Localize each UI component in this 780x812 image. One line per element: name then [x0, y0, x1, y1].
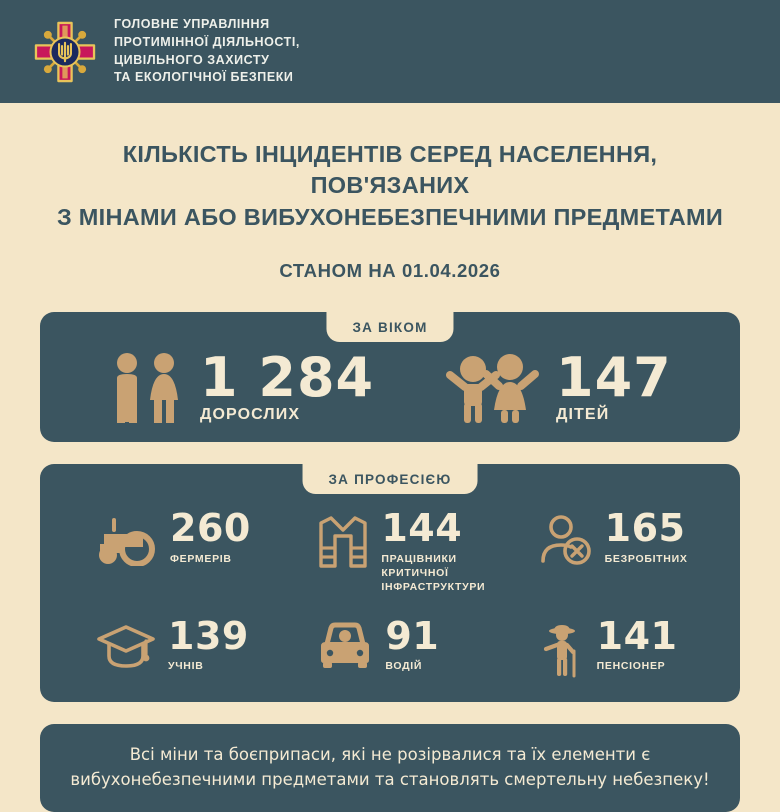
profession-stat-pensioners — [501, 614, 722, 678]
profession-stat-drivers — [279, 614, 500, 678]
profession-students-value: 139 — [168, 614, 249, 659]
age-adults-figures — [200, 345, 375, 425]
org-line-1: ГОЛОВНЕ УПРАВЛІННЯ — [114, 17, 270, 31]
header-bar — [0, 0, 780, 103]
profession-panel — [40, 464, 740, 702]
profession-body — [40, 494, 740, 702]
profession-farmers-label: ФЕРМЕРІВ — [170, 552, 232, 565]
org-line-3: ЦИВІЛЬНОГО ЗАХИСТУ — [114, 52, 270, 67]
org-line-2: ПРОТИМІННОЇ ДІЯЛЬНОСТІ, — [114, 34, 300, 49]
children-icon — [446, 353, 542, 423]
profession-tab-row — [40, 464, 740, 494]
profession-stat-critical-infrastructure — [279, 506, 500, 594]
profession-unemployed-text — [604, 506, 688, 565]
profession-drivers-label: ВОДІЙ — [385, 660, 423, 673]
age-children-figures — [556, 345, 672, 425]
warning-text-line-1: Всі міни та боєприпаси, які не розірвалися та їх елементи є — [129, 745, 651, 765]
graduation-cap-icon — [96, 622, 156, 672]
warning-text-line-2: вибухонебезпечними предметами та становлять смертельну небезпеку! — [70, 770, 710, 790]
org-line-4: ТА ЕКОЛОГІЧНОЇ БЕЗПЕКИ — [114, 70, 294, 85]
age-panel — [40, 312, 740, 442]
profession-critical-infrastructure-text — [381, 506, 500, 594]
profession-students-label: УЧНІВ — [168, 660, 204, 673]
page-title-line-2: З МІНАМИ АБО ВИБУХОНЕБЕЗПЕЧНИМИ ПРЕДМЕТАМИ — [56, 203, 724, 230]
ukraine-armed-forces-cross-emblem — [32, 19, 98, 85]
profession-pensioners-label: ПЕНСІОНЕР — [596, 660, 666, 673]
title-block — [0, 103, 780, 282]
profession-pensioners-value: 141 — [596, 614, 678, 659]
age-children-value: 147 — [556, 345, 672, 409]
organization-title — [114, 16, 300, 87]
as-of-date: СТАНОМ НА 01.04.2026 — [279, 260, 501, 282]
page-title-line-1: КІЛЬКІСТЬ ІНЦИДЕНТІВ СЕРЕД НАСЕЛЕННЯ, ПОВ'ЯЗАНИХ — [122, 141, 658, 199]
profession-row-2 — [58, 614, 722, 678]
warning-footer-panel — [40, 724, 740, 812]
age-tab-row — [40, 312, 740, 342]
profession-pensioners-text — [596, 614, 678, 673]
profession-drivers-text — [385, 614, 440, 673]
profession-section-tab: ЗА ПРОФЕСІЄЮ — [303, 464, 478, 494]
safety-vest-icon — [317, 514, 369, 570]
age-body — [40, 342, 740, 442]
age-section-tab: ЗА ВІКОМ — [326, 312, 453, 342]
age-children-label: ДІТЕЙ — [556, 406, 610, 424]
car-icon — [317, 622, 373, 670]
page-title — [0, 139, 780, 233]
profession-farmers-text — [170, 506, 251, 565]
age-stat-adults — [60, 345, 382, 424]
profession-students-text — [168, 614, 249, 673]
profession-stat-unemployed — [501, 506, 722, 594]
age-adults-value: 1 284 — [200, 345, 375, 409]
profession-row-1 — [58, 506, 722, 594]
adults-man-woman-icon — [108, 352, 186, 424]
profession-farmers-value: 260 — [170, 506, 251, 551]
profession-stat-students — [58, 614, 279, 678]
profession-critical-infrastructure-value: 144 — [381, 506, 463, 551]
elderly-person-icon — [539, 622, 585, 678]
unemployed-person-icon — [539, 514, 593, 566]
profession-drivers-value: 91 — [385, 614, 440, 659]
profession-unemployed-value: 165 — [604, 506, 686, 551]
profession-stat-farmers — [58, 506, 279, 594]
age-adults-label: ДОРОСЛИХ — [200, 406, 301, 424]
profession-unemployed-label: БЕЗРОБІТНИХ — [604, 552, 688, 565]
profession-critical-infrastructure-label: ПРАЦІВНИКИ КРИТИЧНОЇ ІНФРАСТРУКТУРИ — [381, 552, 486, 593]
age-stat-children — [382, 345, 720, 425]
tractor-icon — [96, 514, 158, 566]
